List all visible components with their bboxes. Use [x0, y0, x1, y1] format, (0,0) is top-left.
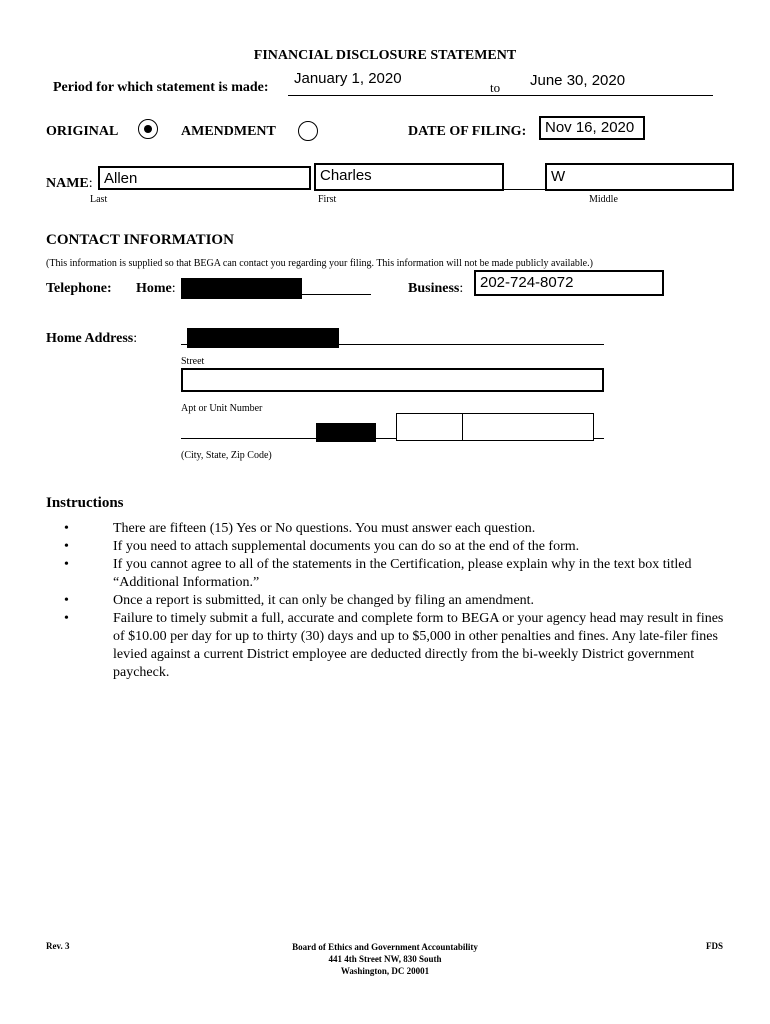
instruction-text: If you cannot agree to all of the statements in the Certification, please explain why in the text box titled “Additional Information.”	[113, 557, 692, 590]
original-radio[interactable]	[138, 119, 158, 139]
instruction-item: • Failure to timely submit a full, accurate and complete form to BEGA or your agency head may result in fines of $10.00 per day for up to thirty (30) days and up to $5,000 in other penalties and fines. Any late-filer fines levied against a current District employee are deducted directly from the bi-weekly District government paycheck.	[64, 610, 734, 682]
contact-note: (This information is supplied so that BEGA can contact you regarding your filing. This information will not be made publicly available.)	[46, 258, 593, 269]
period-underline	[288, 95, 713, 96]
middle-name-caption: Middle	[589, 194, 618, 205]
telephone-label: Telephone:	[46, 281, 112, 296]
radio-selected-dot	[144, 125, 152, 133]
footer-address	[0, 941, 770, 977]
apt-unit-caption: Apt or Unit Number	[181, 403, 263, 414]
state-field[interactable]	[396, 413, 464, 441]
date-of-filing-label: DATE OF FILING:	[408, 124, 527, 139]
apt-unit-field[interactable]	[181, 368, 604, 392]
instruction-item: • If you cannot agree to all of the statements in the Certification, please explain why in the text box titled “Additional Information.”	[64, 556, 734, 592]
instructions-list	[64, 520, 734, 682]
home-address-label-text: Home Address	[46, 331, 134, 346]
last-name-field[interactable]: Allen	[98, 166, 311, 190]
instructions-heading: Instructions	[46, 495, 124, 511]
instruction-text: There are fifteen (15) Yes or No questions. You must answer each question.	[113, 521, 536, 536]
instruction-item: • If you need to attach supplemental documents you can do so at the end of the form.	[64, 538, 734, 556]
period-from-field[interactable]: January 1, 2020	[294, 70, 402, 87]
street-caption: Street	[181, 356, 205, 367]
instruction-item: • There are fifteen (15) Yes or No questions. You must answer each question.	[64, 520, 734, 538]
period-to-field[interactable]: June 30, 2020	[530, 72, 626, 89]
first-name-caption: First	[318, 194, 337, 205]
footer-street: 441 4th Street NW, 830 South	[328, 954, 442, 964]
home-phone-label: Home:	[136, 281, 176, 296]
contact-heading: CONTACT INFORMATION	[46, 232, 234, 248]
home-phone-label-text: Home	[136, 281, 172, 296]
amendment-radio[interactable]	[298, 121, 318, 141]
instruction-text: If you need to attach supplemental documents you can do so at the end of the form.	[113, 539, 580, 554]
city-redacted[interactable]	[316, 423, 376, 442]
amendment-label: AMENDMENT	[181, 124, 276, 139]
name-underline	[504, 189, 546, 190]
footer-form-code: FDS	[706, 941, 724, 951]
date-of-filing-field[interactable]: Nov 16, 2020	[539, 116, 645, 140]
footer-org: Board of Ethics and Government Accountability	[292, 942, 478, 952]
city-state-zip-caption: (City, State, Zip Code)	[181, 450, 272, 461]
street-redacted[interactable]	[187, 328, 339, 348]
home-phone-redacted[interactable]	[181, 278, 302, 299]
first-name-field[interactable]: Charles	[314, 163, 504, 191]
period-label: Period for which statement is made:	[53, 80, 269, 95]
instruction-text: Once a report is submitted, it can only be changed by filing an amendment.	[113, 593, 535, 608]
original-label: ORIGINAL	[46, 124, 119, 139]
business-phone-label-text: Business	[408, 281, 460, 296]
footer-city: Washington, DC 20001	[340, 966, 430, 976]
instruction-text: Failure to timely submit a full, accurate and complete form to BEGA or your agency head may result in fines of $10.00 per day for up to thirty (30) days and up to $5,000 in other penalties and fines. Any late-filer fines levied against a current District employee are deducted directly from the bi-weekly District government paycheck.	[113, 611, 724, 680]
home-address-label: Home Address:	[46, 331, 138, 346]
name-label: NAME:	[46, 176, 93, 191]
zip-field[interactable]	[462, 413, 594, 441]
last-name-caption: Last	[90, 194, 108, 205]
business-phone-label: Business:	[408, 281, 464, 296]
footer-rev: Rev. 3	[46, 941, 70, 951]
period-to-label: to	[490, 80, 501, 95]
middle-name-field[interactable]: W	[545, 163, 734, 191]
name-label-text: NAME	[46, 176, 89, 191]
home-phone-underline	[302, 294, 371, 295]
business-phone-field[interactable]: 202-724-8072	[474, 270, 664, 296]
form-title: FINANCIAL DISCLOSURE STATEMENT	[253, 48, 517, 63]
instruction-item: • Once a report is submitted, it can only be changed by filing an amendment.	[64, 592, 734, 610]
